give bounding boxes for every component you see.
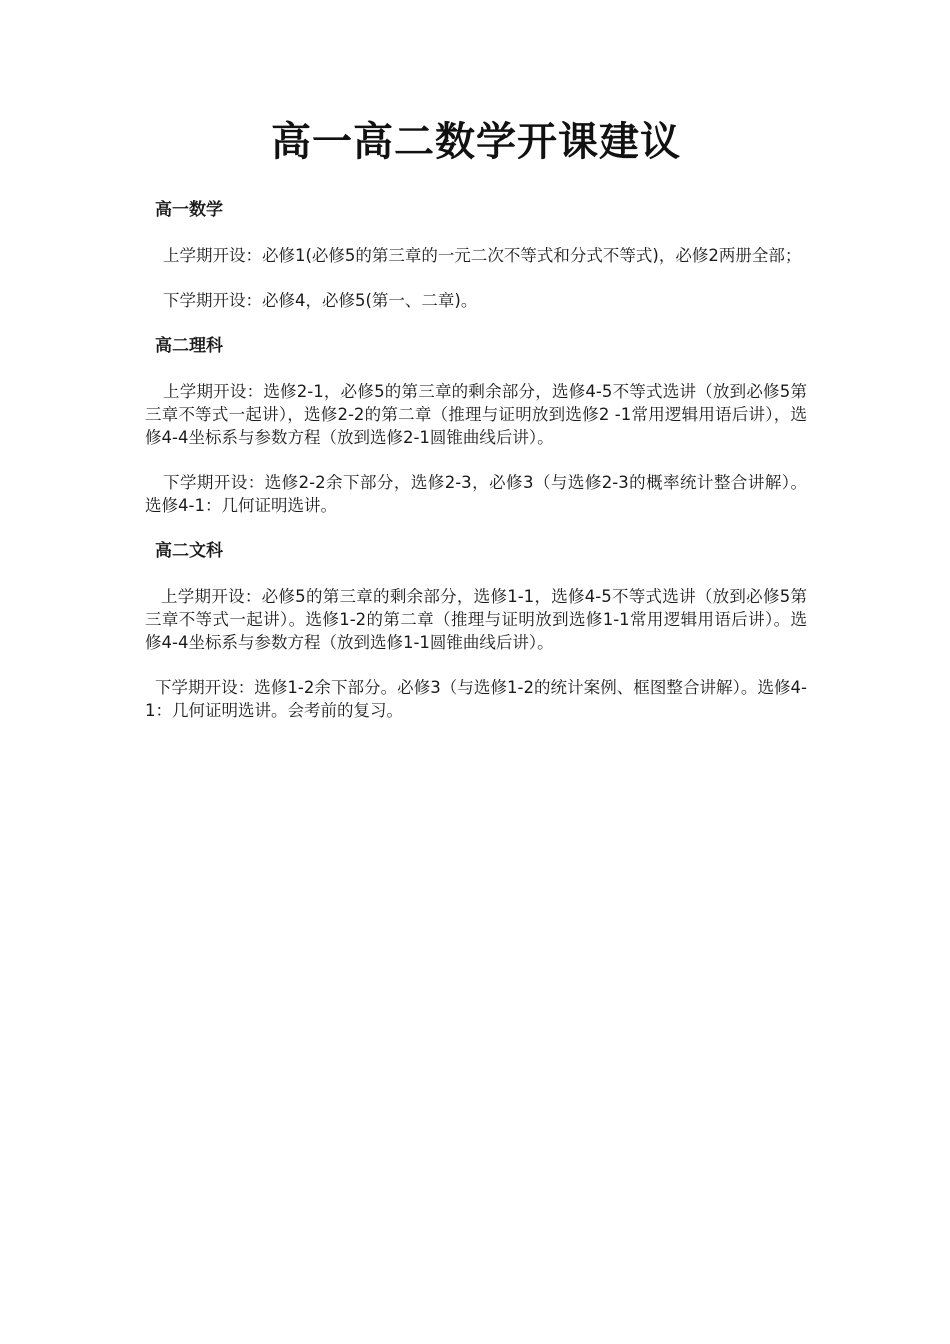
- section-heading: 高一数学: [155, 200, 223, 220]
- paragraph: 上学期开设：选修2-1，必修5的第三章的剩余部分，选修4-5不等式选讲（放到必修5第三章不等式一起讲），选修2-2的第二章（推理与证明放到选修2 -1常用逻辑用语后讲），选修4-4坐标系与参数方程（放到选修2-1圆锥曲线后讲）。: [145, 382, 807, 447]
- document-page: [145, 112, 807, 744]
- paragraph: 下学期开设：选修1-2余下部分。必修3（与选修1-2的统计案例、框图整合讲解）。选修4-1：几何证明选讲。会考前的复习。: [145, 678, 807, 720]
- section-grade11-science: [145, 334, 807, 517]
- section-heading: 高二文科: [155, 541, 223, 561]
- section-grade10: [145, 198, 807, 312]
- paragraph: 下学期开设：必修4，必修5(第一、二章)。: [163, 291, 478, 310]
- paragraph: 上学期开设：必修1(必修5的第三章的一元二次不等式和分式不等式)，必修2两册全部；: [163, 246, 802, 265]
- paragraph: 下学期开设：选修2-2余下部分，选修2-3，必修3（与选修2-3的概率统计整合讲解）。选修4-1：几何证明选讲。: [145, 473, 807, 515]
- paragraph: 上学期开设：必修5的第三章的剩余部分，选修1-1，选修4-5不等式选讲（放到必修5第三章不等式一起讲）。选修1-2的第二章（推理与证明放到选修1-1常用逻辑用语后讲）。选修4-4坐标系与参数方程（放到选修1-1圆锥曲线后讲）。: [145, 587, 807, 652]
- page-title: 高一高二数学开课建议: [271, 118, 681, 165]
- section-grade11-arts: [145, 539, 807, 722]
- section-heading: 高二理科: [155, 336, 223, 356]
